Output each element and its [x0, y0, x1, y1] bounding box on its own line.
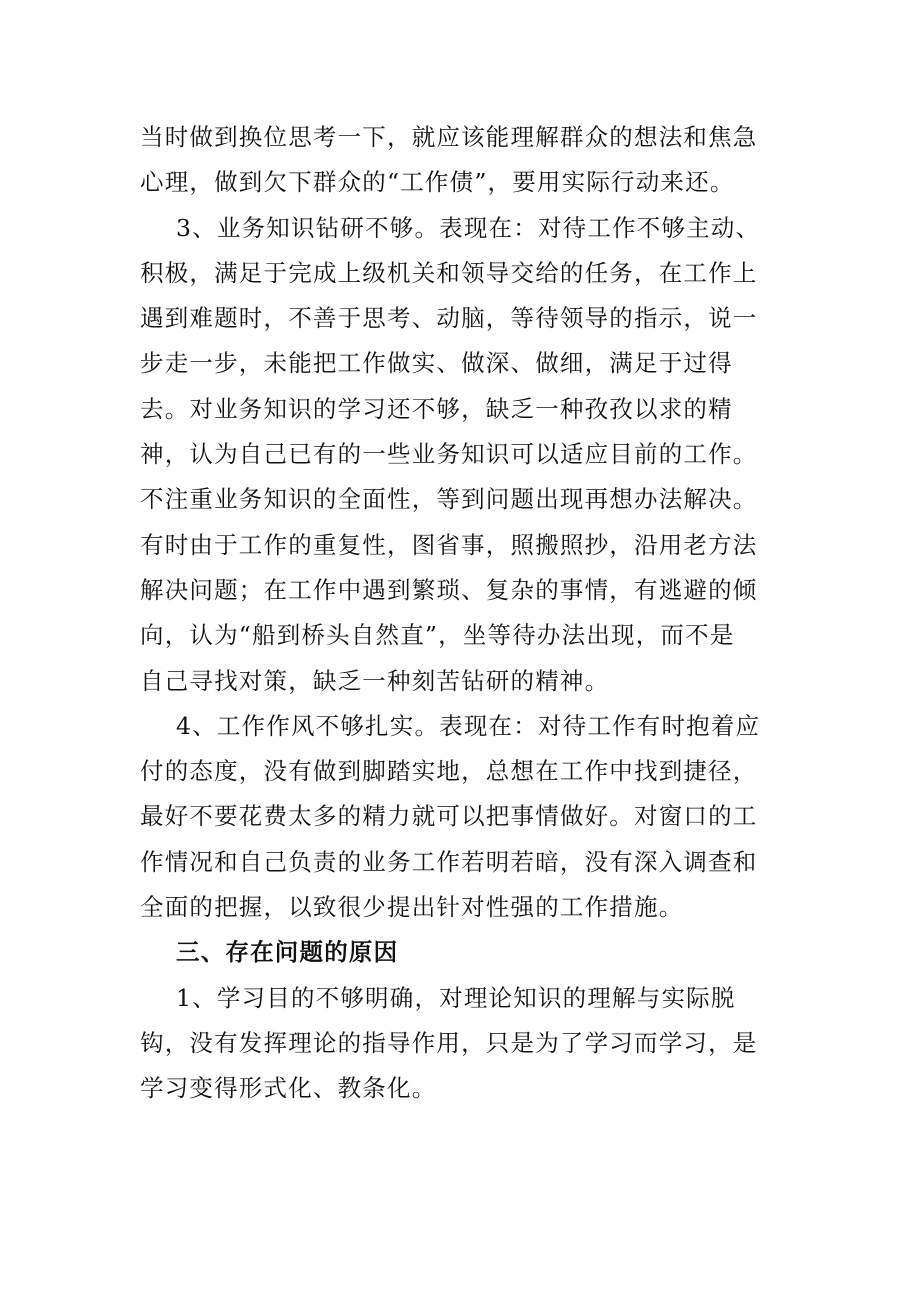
text-line: 神，认为自己已有的一些业务知识可以适应目前的工作。 [140, 440, 758, 469]
text-line: 有时由于工作的重复性，图省事，照搬照抄，沿用老方法 [140, 530, 758, 559]
text-line: 不注重业务知识的全面性，等到问题出现再想办法解决。 [140, 485, 758, 514]
text-line: 付的态度，没有做到脚踏实地，总想在工作中找到捷径， [140, 757, 758, 786]
paragraph-start-line: 4、工作作风不够扎实。表现在：对待工作有时抱着应 [176, 711, 761, 740]
text-line: 去。对业务知识的学习还不够，缺乏一种孜孜以求的精 [140, 394, 733, 423]
text-line: 钩，没有发挥理论的指导作用，只是为了学习而学习，是 [140, 1028, 758, 1057]
text-line: 自己寻找对策，缺乏一种刻苦钻研的精神。 [140, 666, 610, 695]
document-body [140, 115, 760, 1112]
text-line: 向，认为“船到桥头自然直”，坐等待办法出现，而不是 [140, 621, 735, 650]
paragraph-start-line: 1、学习目的不够明确，对理论知识的理解与实际脱 [176, 983, 736, 1012]
text-line: 解决问题；在工作中遇到繁琐、复杂的事情，有逃避的倾 [140, 575, 758, 604]
text-line: 积极，满足于完成上级机关和领导交给的任务，在工作上 [140, 258, 758, 287]
paragraph-start-line: 3、业务知识钻研不够。表现在：对待工作不够主动、 [176, 213, 761, 242]
section-heading: 三、存在问题的原因 [176, 938, 399, 967]
text-line: 步走一步，未能把工作做实、做深、做细，满足于过得 [140, 349, 733, 378]
text-line: 遇到难题时，不善于思考、动脑，等待领导的指示，说一 [140, 304, 758, 333]
text-line: 作情况和自己负责的业务工作若明若暗，没有深入调查和 [140, 847, 758, 876]
text-line: 最好不要花费太多的精力就可以把事情做好。对窗口的工 [140, 802, 758, 831]
text-line: 当时做到换位思考一下，就应该能理解群众的想法和焦急 [140, 123, 758, 151]
text-line: 学习变得形式化、教条化。 [140, 1074, 437, 1103]
text-line: 心理，做到欠下群众的“工作债”，要用实际行动来还。 [140, 168, 735, 197]
text-line: 全面的把握，以致很少提出针对性强的工作措施。 [140, 893, 684, 922]
